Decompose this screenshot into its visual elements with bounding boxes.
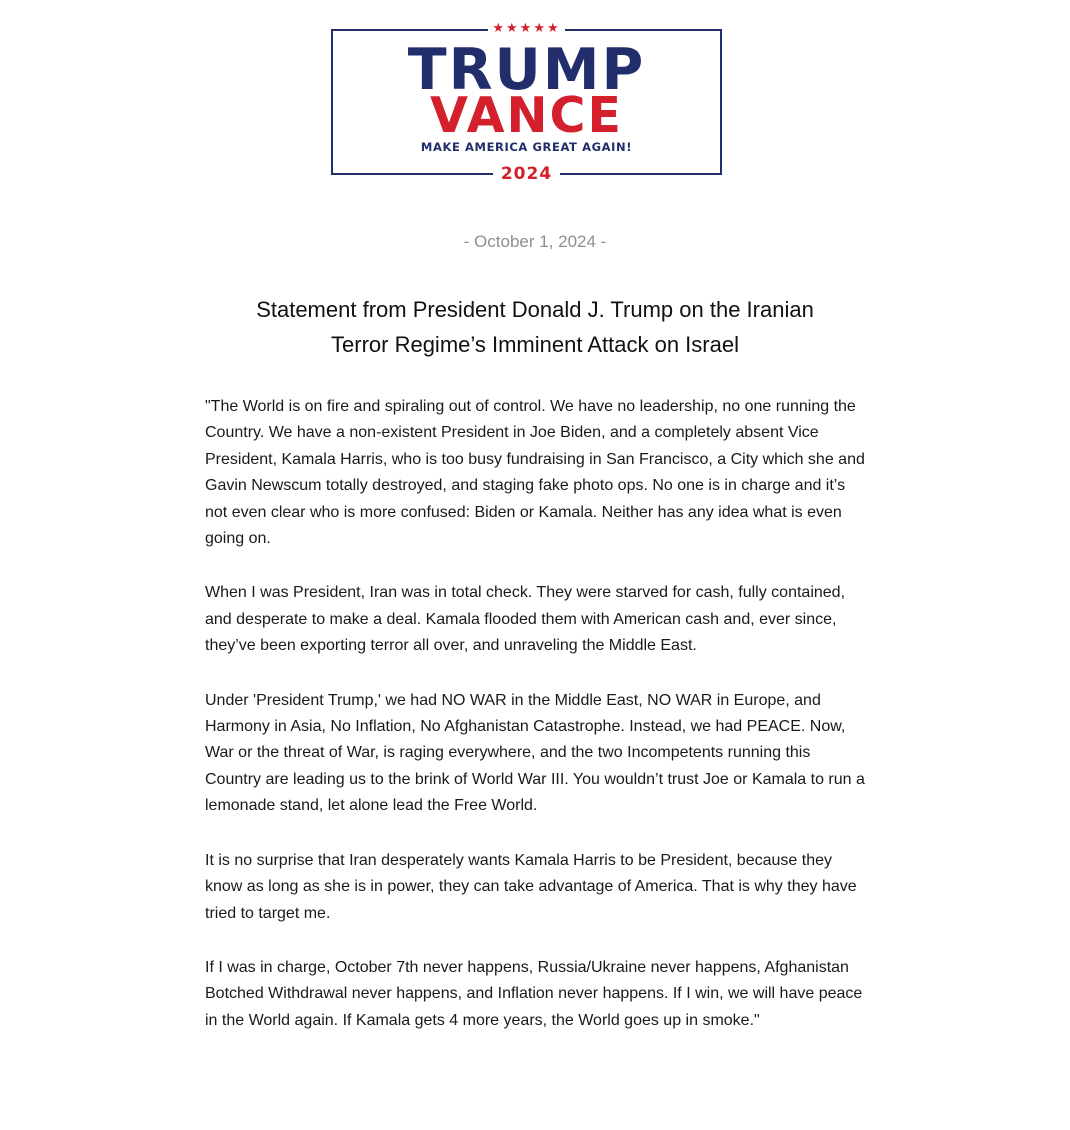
campaign-logo <box>331 21 722 184</box>
statement-paragraph: Under 'President Trump,' we had NO WAR in the Middle East, NO WAR in Europe, and Harmony in Asia, No Inflation, No Afghanistan Catastrophe. Instead, we had PEACE. Now, War or the threat of War, is raging everywhere, and the two Incompetents running this Country are leading us to the brink of World War III. You wouldn’t trust Joe or Kamala to run a lemonade stand, let alone lead the Free World. <box>205 691 865 815</box>
statement-title <box>150 292 920 362</box>
logo-vance-wordmark: VANCE <box>430 87 623 144</box>
statement-paragraph: "The World is on fire and spiraling out of control. We have no leadership, no one running the Country. We have a non-existent President in Joe Biden, and a completely absent Vice President, Kamala Harris, who is too busy fundraising in San Francisco, a City which she and Gavin Newscum totally destroyed, and staging fake photo ops. No one is in charge and it’s not even clear who is more confused: Biden or Kamala. Neither has any idea what is even going on. <box>205 398 865 548</box>
logo-trump-wordmark: TRUMP <box>407 37 646 103</box>
statement-paragraph: If I was in charge, October 7th never happens, Russia/Ukraine never happens, Afghanistan Botched Withdrawal never happens, and Inflation never happens. If I win, we will have peace in the World again. If Kamala gets 4 more years, the World goes up in smoke." <box>205 958 863 1029</box>
logo-tagline: MAKE AMERICA GREAT AGAIN! <box>420 140 633 154</box>
statement-paragraph: It is no surprise that Iran desperately wants Kamala Harris to be President, because they know as long as she is in power, they can take advantage of America. That is why they have tried to target me. <box>205 851 857 922</box>
logo-stars: ★★★★★ <box>331 18 722 40</box>
statement-paragraph: When I was President, Iran was in total check. They were starved for cash, fully contained, and desperate to make a deal. Kamala flooded them with American cash and, ever since, they’ve been exporting terror all over, and unraveling the Middle East. <box>205 584 846 655</box>
statement-title-line-1: Statement from President Donald J. Trump on the Iranian <box>256 297 814 322</box>
statement-title-line-2: Terror Regime’s Imminent Attack on Israel <box>331 332 739 357</box>
statement-body <box>205 394 865 1034</box>
statement-date: - October 1, 2024 - <box>463 232 607 251</box>
logo-year: 2024 <box>331 162 722 186</box>
